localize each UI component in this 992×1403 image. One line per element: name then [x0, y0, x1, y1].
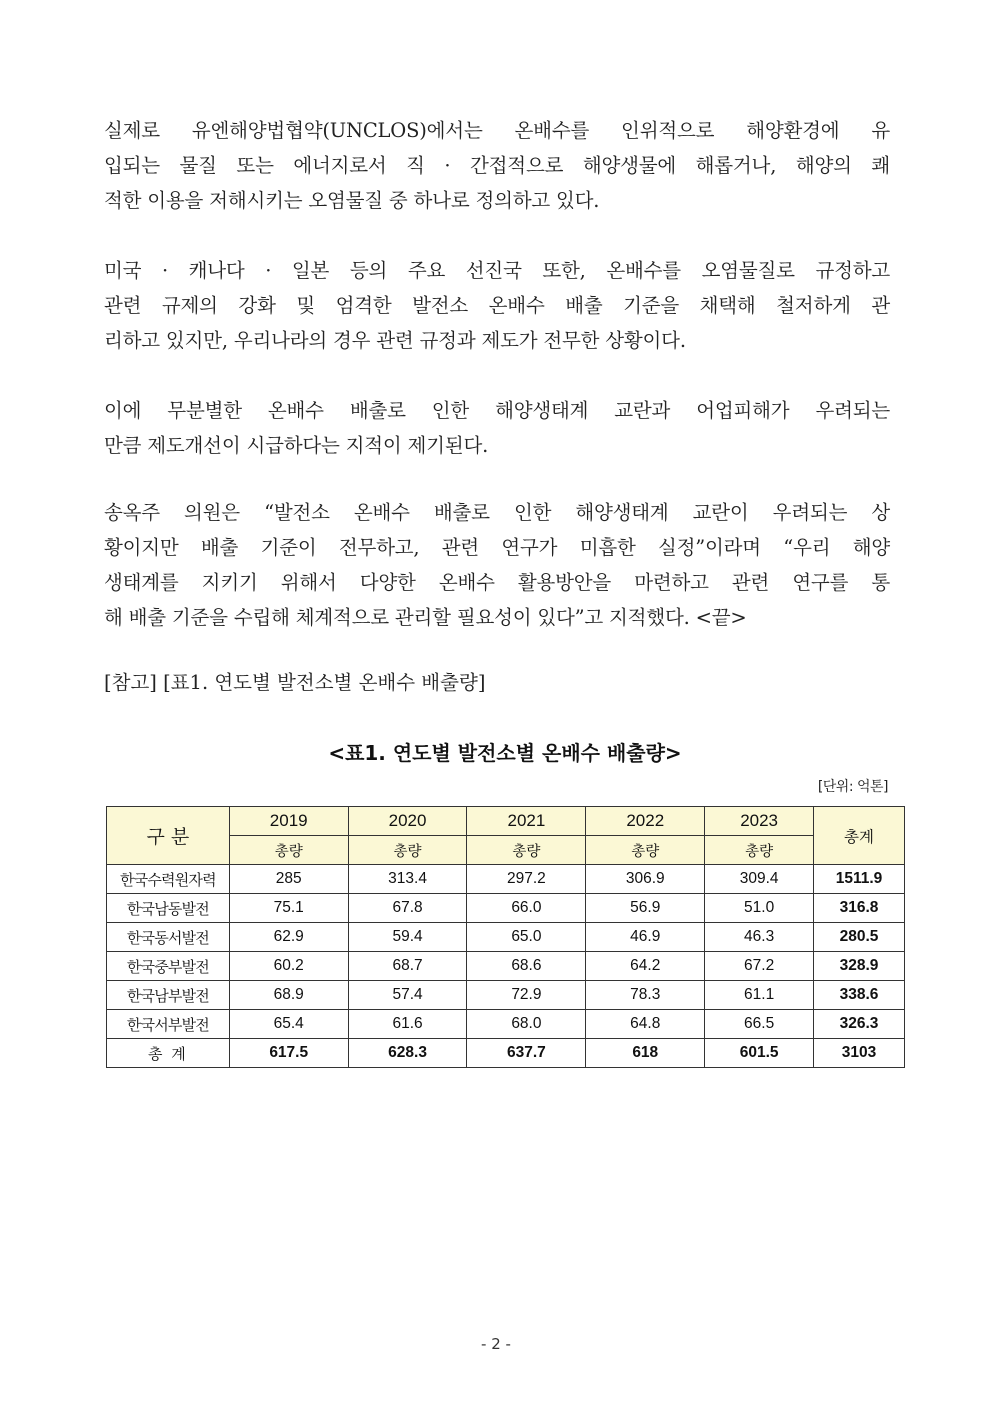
cell-value: 297.2: [467, 865, 586, 894]
header-subtotal: 총량: [467, 836, 586, 865]
cell-value: 64.2: [586, 952, 705, 981]
header-subtotal: 총량: [348, 836, 467, 865]
cell-value: 66.0: [467, 894, 586, 923]
header-year: 2023: [705, 807, 814, 836]
header-year: 2021: [467, 807, 586, 836]
cell-value: 78.3: [586, 981, 705, 1010]
cell-value: 61.1: [705, 981, 814, 1010]
header-subtotal: 총량: [586, 836, 705, 865]
cell-value: 65.4: [229, 1010, 348, 1039]
cell-value: 68.0: [467, 1010, 586, 1039]
header-year: 2020: [348, 807, 467, 836]
row-name: 한국남동발전: [107, 894, 230, 923]
paragraph-quote: [104, 495, 890, 635]
text-line: 미국 · 캐나다 · 일본 등의 주요 선진국 또한, 온배수를 오염물질로 규정하고: [104, 259, 890, 282]
table-title: <표1. 연도별 발전소별 온배수 배출량>: [328, 741, 682, 765]
cell-value: 68.6: [467, 952, 586, 981]
cell-value: 72.9: [467, 981, 586, 1010]
row-name: 한국남부발전: [107, 981, 230, 1010]
row-name: 한국수력원자력: [107, 865, 230, 894]
cell-value: 66.5: [705, 1010, 814, 1039]
cell-total: 326.3: [814, 1010, 905, 1039]
header-subtotal: 총량: [705, 836, 814, 865]
page-number: - 2 -: [481, 1335, 511, 1353]
row-name: 한국동서발전: [107, 923, 230, 952]
cell-value: 65.0: [467, 923, 586, 952]
cell-value: 56.9: [586, 894, 705, 923]
cell-total: 338.6: [814, 981, 905, 1010]
text-line: 송옥주 의원은 “발전소 온배수 배출로 인한 해양생태계 교란이 우려되는 상: [104, 501, 890, 524]
cell-value: 64.8: [586, 1010, 705, 1039]
cell-value: 601.5: [705, 1039, 814, 1068]
paragraph-improvement-needed: [104, 393, 890, 463]
row-name: 총 계: [107, 1039, 230, 1068]
cell-value: 59.4: [348, 923, 467, 952]
paragraph-unclos: [104, 113, 890, 218]
emission-table: [106, 806, 905, 1068]
text-line: 생태계를 지키기 위해서 다양한 온배수 활용방안을 마련하고 관련 연구를 통: [104, 571, 890, 594]
table-row: [107, 952, 905, 981]
table-row: [107, 923, 905, 952]
cell-value: 46.9: [586, 923, 705, 952]
text-line: 해 배출 기준을 수립해 체계적으로 관리할 필요성이 있다”고 지적했다. <끝>: [104, 606, 747, 629]
row-name: 한국중부발전: [107, 952, 230, 981]
cell-value: 46.3: [705, 923, 814, 952]
cell-total: 1511.9: [814, 865, 905, 894]
table-total-row: [107, 1039, 905, 1068]
cell-value: 285: [229, 865, 348, 894]
text-line: 이에 무분별한 온배수 배출로 인한 해양생태계 교란과 어업피해가 우려되는: [104, 399, 890, 422]
cell-value: 628.3: [348, 1039, 467, 1068]
text-line: 적한 이용을 저해시키는 오염물질 중 하나로 정의하고 있다.: [104, 189, 600, 212]
cell-value: 617.5: [229, 1039, 348, 1068]
header-total: 총계: [814, 807, 905, 865]
header-subtotal: 총량: [229, 836, 348, 865]
text-line: 실제로 유엔해양법협약(UNCLOS)에서는 온배수를 인위적으로 해양환경에 유: [104, 119, 890, 142]
paragraph-foreign-regulation: [104, 253, 890, 358]
cell-value: 57.4: [348, 981, 467, 1010]
cell-value: 75.1: [229, 894, 348, 923]
cell-value: 68.9: [229, 981, 348, 1010]
row-name: 한국서부발전: [107, 1010, 230, 1039]
header-category: 구 분: [107, 807, 230, 865]
cell-value: 60.2: [229, 952, 348, 981]
cell-value: 306.9: [586, 865, 705, 894]
cell-value: 67.8: [348, 894, 467, 923]
text-line: 입되는 물질 또는 에너지로서 직 · 간접적으로 해양생물에 해롭거나, 해양의 쾌: [104, 154, 890, 177]
cell-value: 61.6: [348, 1010, 467, 1039]
cell-total: 328.9: [814, 952, 905, 981]
header-year: 2019: [229, 807, 348, 836]
cell-total: 316.8: [814, 894, 905, 923]
cell-value: 67.2: [705, 952, 814, 981]
text-line: 황이지만 배출 기준이 전무하고, 관련 연구가 미흡한 실정”이라며 “우리 해양: [104, 536, 890, 559]
cell-value: 618: [586, 1039, 705, 1068]
text-line: 리하고 있지만, 우리나라의 경우 관련 규정과 제도가 전무한 상황이다.: [104, 329, 686, 352]
reference-label: [참고] [표1. 연도별 발전소별 온배수 배출량]: [104, 671, 486, 694]
cell-value: 51.0: [705, 894, 814, 923]
table-row: [107, 1010, 905, 1039]
text-line: 만큼 제도개선이 시급하다는 지적이 제기된다.: [104, 434, 489, 457]
cell-value: 68.7: [348, 952, 467, 981]
cell-value: 637.7: [467, 1039, 586, 1068]
header-year: 2022: [586, 807, 705, 836]
cell-value: 309.4: [705, 865, 814, 894]
table-row: [107, 981, 905, 1010]
table-row: [107, 894, 905, 923]
table-row: [107, 865, 905, 894]
cell-value: 313.4: [348, 865, 467, 894]
cell-total: 3103: [814, 1039, 905, 1068]
text-line: 관련 규제의 강화 및 엄격한 발전소 온배수 배출 기준을 채택해 철저하게 관: [104, 294, 890, 317]
cell-value: 62.9: [229, 923, 348, 952]
table-unit: [단위: 억톤]: [817, 779, 888, 795]
cell-total: 280.5: [814, 923, 905, 952]
